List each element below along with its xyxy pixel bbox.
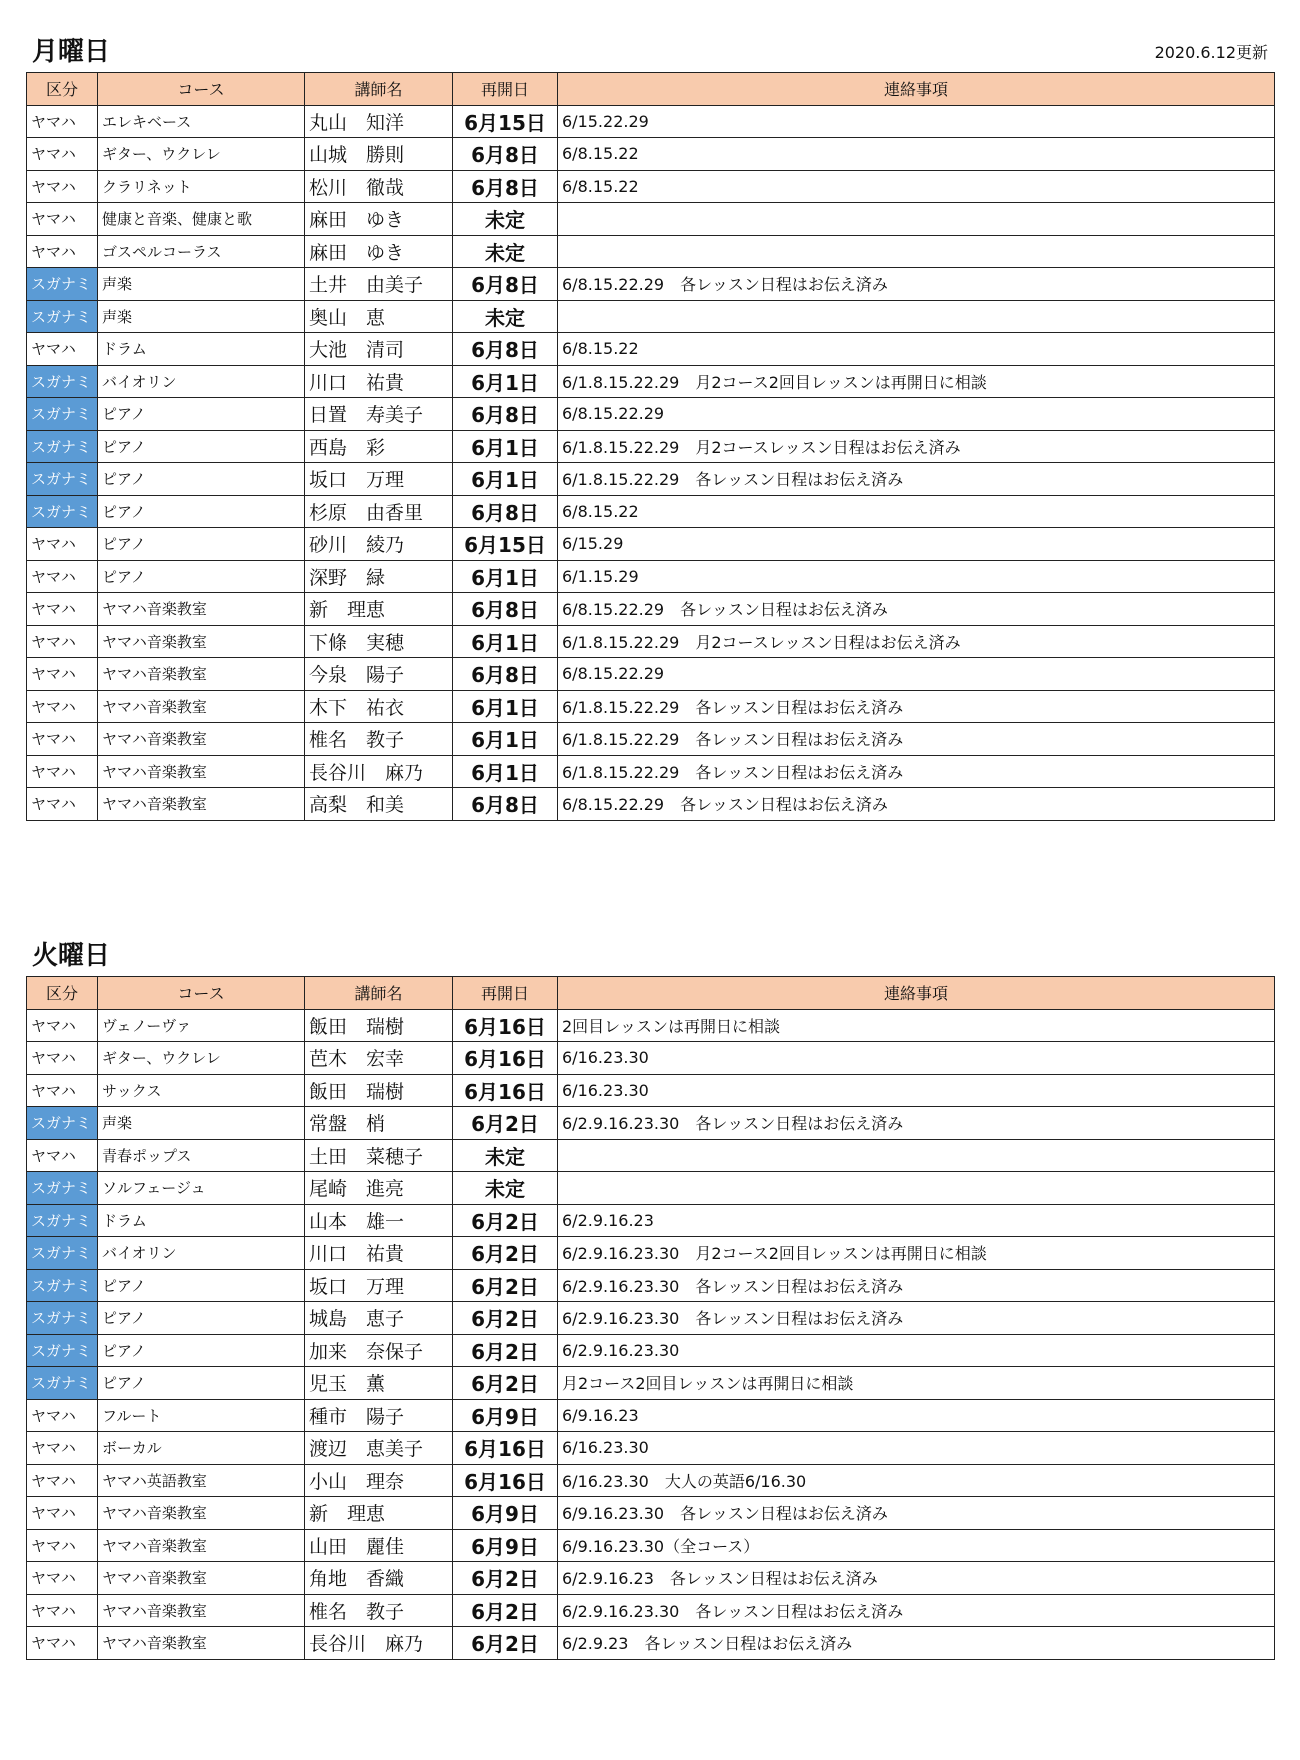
reopen-date-cell: 6月2日	[453, 1204, 558, 1237]
teacher-cell: 山城 勝則	[305, 138, 453, 171]
note-cell: 6/2.9.23 各レッスン日程はお伝え済み	[558, 1627, 1275, 1660]
course-cell: ピアノ	[98, 1302, 305, 1335]
note-cell: 6/1.8.15.22.29 月2コースレッスン日程はお伝え済み	[558, 430, 1275, 463]
course-cell: ヤマハ音楽教室	[98, 690, 305, 723]
course-cell: ギター、ウクレレ	[98, 1042, 305, 1075]
header-course: コース	[98, 977, 305, 1010]
kubun-cell: ヤマハ	[27, 1432, 98, 1465]
header-teacher: 講師名	[305, 73, 453, 106]
teacher-cell: 小山 理奈	[305, 1464, 453, 1497]
header-kubun: 区分	[27, 977, 98, 1010]
note-cell: 6/8.15.22	[558, 495, 1275, 528]
note-cell: 6/2.9.16.23.30 各レッスン日程はお伝え済み	[558, 1302, 1275, 1335]
table-row	[27, 1074, 1275, 1107]
note-cell: 6/2.9.16.23 各レッスン日程はお伝え済み	[558, 1562, 1275, 1595]
course-cell: ドラム	[98, 1204, 305, 1237]
note-cell: 6/16.23.30	[558, 1074, 1275, 1107]
teacher-cell: 川口 祐貴	[305, 365, 453, 398]
course-cell: 声楽	[98, 268, 305, 301]
note-cell: 6/8.15.22	[558, 138, 1275, 171]
table-row	[27, 463, 1275, 496]
table-row	[27, 1497, 1275, 1530]
reopen-date-cell: 6月15日	[453, 528, 558, 561]
note-cell: 6/1.8.15.22.29 月2コースレッスン日程はお伝え済み	[558, 625, 1275, 658]
teacher-cell: 砂川 綾乃	[305, 528, 453, 561]
note-cell: 6/8.15.22	[558, 333, 1275, 366]
header-notes: 連絡事項	[558, 977, 1275, 1010]
course-cell: ヤマハ音楽教室	[98, 788, 305, 821]
course-cell: ピアノ	[98, 1269, 305, 1302]
course-cell: ソルフェージュ	[98, 1172, 305, 1205]
table-row	[27, 495, 1275, 528]
table-row	[27, 1107, 1275, 1140]
table-row	[27, 1594, 1275, 1627]
kubun-cell: スガナミ	[27, 1302, 98, 1335]
reopen-date-cell: 6月8日	[453, 495, 558, 528]
header-teacher: 講師名	[305, 977, 453, 1010]
table-row	[27, 235, 1275, 268]
table-row	[27, 1367, 1275, 1400]
teacher-cell: 芭木 宏幸	[305, 1042, 453, 1075]
course-cell: サックス	[98, 1074, 305, 1107]
reopen-date-cell: 未定	[453, 203, 558, 236]
course-cell: ドラム	[98, 333, 305, 366]
note-cell: 6/1.8.15.22.29 月2コース2回目レッスンは再開日に相談	[558, 365, 1275, 398]
teacher-cell: 飯田 瑞樹	[305, 1009, 453, 1042]
reopen-date-cell: 6月16日	[453, 1074, 558, 1107]
reopen-date-cell: 6月1日	[453, 430, 558, 463]
reopen-date-cell: 6月9日	[453, 1497, 558, 1530]
kubun-cell: スガナミ	[27, 1107, 98, 1140]
header-kubun: 区分	[27, 73, 98, 106]
kubun-cell: ヤマハ	[27, 1627, 98, 1660]
course-cell: ピアノ	[98, 398, 305, 431]
teacher-cell: 常盤 梢	[305, 1107, 453, 1140]
course-cell: ヤマハ音楽教室	[98, 1497, 305, 1530]
kubun-cell: ヤマハ	[27, 1009, 98, 1042]
course-cell: ヤマハ音楽教室	[98, 1529, 305, 1562]
course-cell: ピアノ	[98, 430, 305, 463]
reopen-date-cell: 6月1日	[453, 755, 558, 788]
teacher-cell: 尾崎 進亮	[305, 1172, 453, 1205]
teacher-cell: 児玉 薫	[305, 1367, 453, 1400]
table-row	[27, 1042, 1275, 1075]
teacher-cell: 大池 清司	[305, 333, 453, 366]
reopen-date-cell: 6月2日	[453, 1367, 558, 1400]
header-reopen-date: 再開日	[453, 73, 558, 106]
course-cell: ヤマハ音楽教室	[98, 658, 305, 691]
kubun-cell: ヤマハ	[27, 625, 98, 658]
reopen-date-cell: 6月1日	[453, 723, 558, 756]
reopen-date-cell: 6月8日	[453, 170, 558, 203]
table-row	[27, 1204, 1275, 1237]
teacher-cell: 飯田 瑞樹	[305, 1074, 453, 1107]
note-cell: 6/1.8.15.22.29 各レッスン日程はお伝え済み	[558, 463, 1275, 496]
reopen-date-cell: 未定	[453, 1172, 558, 1205]
course-cell: 声楽	[98, 1107, 305, 1140]
course-cell: ヤマハ音楽教室	[98, 1562, 305, 1595]
course-cell: ヤマハ音楽教室	[98, 1594, 305, 1627]
reopen-date-cell: 6月16日	[453, 1464, 558, 1497]
course-cell: ヤマハ英語教室	[98, 1464, 305, 1497]
teacher-cell: 坂口 万理	[305, 1269, 453, 1302]
note-cell: 6/2.9.16.23.30 各レッスン日程はお伝え済み	[558, 1269, 1275, 1302]
reopen-date-cell: 6月8日	[453, 138, 558, 171]
note-cell: 6/8.15.22.29 各レッスン日程はお伝え済み	[558, 593, 1275, 626]
teacher-cell: 麻田 ゆき	[305, 203, 453, 236]
table-row	[27, 1562, 1275, 1595]
kubun-cell: ヤマハ	[27, 1399, 98, 1432]
note-cell: 6/1.15.29	[558, 560, 1275, 593]
course-cell: ボーカル	[98, 1432, 305, 1465]
table-row	[27, 1627, 1275, 1660]
reopen-date-cell: 6月2日	[453, 1562, 558, 1595]
table-row	[27, 560, 1275, 593]
reopen-date-cell: 6月1日	[453, 690, 558, 723]
tuesday-title: 火曜日	[32, 941, 111, 971]
course-cell: ピアノ	[98, 1367, 305, 1400]
header-row	[27, 977, 1275, 1010]
header-reopen-date: 再開日	[453, 977, 558, 1010]
teacher-cell: 坂口 万理	[305, 463, 453, 496]
teacher-cell: 奥山 恵	[305, 300, 453, 333]
course-cell: 声楽	[98, 300, 305, 333]
teacher-cell: 深野 緑	[305, 560, 453, 593]
teacher-cell: 土田 菜穂子	[305, 1139, 453, 1172]
kubun-cell: スガナミ	[27, 365, 98, 398]
teacher-cell: 新 理恵	[305, 1497, 453, 1530]
reopen-date-cell: 6月2日	[453, 1594, 558, 1627]
table-row	[27, 625, 1275, 658]
note-cell: 月2コース2回目レッスンは再開日に相談	[558, 1367, 1275, 1400]
teacher-cell: 丸山 知洋	[305, 105, 453, 138]
teacher-cell: 麻田 ゆき	[305, 235, 453, 268]
note-cell: 6/8.15.22.29 各レッスン日程はお伝え済み	[558, 268, 1275, 301]
note-cell: 6/8.15.22.29	[558, 658, 1275, 691]
teacher-cell: 渡辺 恵美子	[305, 1432, 453, 1465]
kubun-cell: ヤマハ	[27, 105, 98, 138]
kubun-cell: ヤマハ	[27, 235, 98, 268]
note-cell	[558, 235, 1275, 268]
course-cell: ヴェノーヴァ	[98, 1009, 305, 1042]
monday-schedule-table	[26, 72, 1275, 821]
teacher-cell: 杉原 由香里	[305, 495, 453, 528]
reopen-date-cell: 6月1日	[453, 560, 558, 593]
table-row	[27, 658, 1275, 691]
course-cell: フルート	[98, 1399, 305, 1432]
kubun-cell: ヤマハ	[27, 203, 98, 236]
kubun-cell: ヤマハ	[27, 755, 98, 788]
course-cell: ヤマハ音楽教室	[98, 1627, 305, 1660]
reopen-date-cell: 6月8日	[453, 658, 558, 691]
kubun-cell: ヤマハ	[27, 1529, 98, 1562]
kubun-cell: ヤマハ	[27, 690, 98, 723]
teacher-cell: 西島 彩	[305, 430, 453, 463]
table-row	[27, 723, 1275, 756]
table-row	[27, 1139, 1275, 1172]
kubun-cell: ヤマハ	[27, 593, 98, 626]
teacher-cell: 加来 奈保子	[305, 1334, 453, 1367]
table-row	[27, 138, 1275, 171]
note-cell: 6/15.22.29	[558, 105, 1275, 138]
kubun-cell: ヤマハ	[27, 528, 98, 561]
table-row	[27, 300, 1275, 333]
teacher-cell: 椎名 教子	[305, 723, 453, 756]
header-notes: 連絡事項	[558, 73, 1275, 106]
table-row	[27, 690, 1275, 723]
kubun-cell: ヤマハ	[27, 1497, 98, 1530]
table-row	[27, 1269, 1275, 1302]
teacher-cell: 川口 祐貴	[305, 1237, 453, 1270]
kubun-cell: ヤマハ	[27, 1562, 98, 1595]
note-cell	[558, 203, 1275, 236]
note-cell: 6/9.16.23	[558, 1399, 1275, 1432]
reopen-date-cell: 6月2日	[453, 1627, 558, 1660]
reopen-date-cell: 6月16日	[453, 1042, 558, 1075]
course-cell: ピアノ	[98, 560, 305, 593]
table-row	[27, 788, 1275, 821]
course-cell: バイオリン	[98, 365, 305, 398]
course-cell: ギター、ウクレレ	[98, 138, 305, 171]
course-cell: クラリネット	[98, 170, 305, 203]
kubun-cell: スガナミ	[27, 495, 98, 528]
reopen-date-cell: 6月8日	[453, 788, 558, 821]
table-row	[27, 1302, 1275, 1335]
course-cell: 青春ポップス	[98, 1139, 305, 1172]
table-row	[27, 1334, 1275, 1367]
course-cell: エレキベース	[98, 105, 305, 138]
course-cell: ピアノ	[98, 528, 305, 561]
note-cell: 6/16.23.30	[558, 1042, 1275, 1075]
note-cell: 6/8.15.22	[558, 170, 1275, 203]
course-cell: ゴスペルコーラス	[98, 235, 305, 268]
table-row	[27, 1009, 1275, 1042]
teacher-cell: 長谷川 麻乃	[305, 755, 453, 788]
note-cell: 6/1.8.15.22.29 各レッスン日程はお伝え済み	[558, 690, 1275, 723]
reopen-date-cell: 未定	[453, 235, 558, 268]
teacher-cell: 城島 恵子	[305, 1302, 453, 1335]
kubun-cell: スガナミ	[27, 430, 98, 463]
note-cell	[558, 1172, 1275, 1205]
course-cell: ヤマハ音楽教室	[98, 723, 305, 756]
tuesday-schedule-table	[26, 976, 1275, 1660]
teacher-cell: 種市 陽子	[305, 1399, 453, 1432]
table-row	[27, 1237, 1275, 1270]
monday-title: 月曜日	[32, 37, 111, 67]
kubun-cell: ヤマハ	[27, 333, 98, 366]
reopen-date-cell: 6月9日	[453, 1399, 558, 1432]
teacher-cell: 木下 祐衣	[305, 690, 453, 723]
reopen-date-cell: 6月1日	[453, 463, 558, 496]
kubun-cell: ヤマハ	[27, 560, 98, 593]
kubun-cell: スガナミ	[27, 1334, 98, 1367]
kubun-cell: ヤマハ	[27, 1042, 98, 1075]
table-row	[27, 333, 1275, 366]
reopen-date-cell: 6月1日	[453, 625, 558, 658]
note-cell: 2回目レッスンは再開日に相談	[558, 1009, 1275, 1042]
note-cell	[558, 300, 1275, 333]
course-cell: ピアノ	[98, 463, 305, 496]
reopen-date-cell: 6月2日	[453, 1302, 558, 1335]
table-row	[27, 1172, 1275, 1205]
kubun-cell: ヤマハ	[27, 1464, 98, 1497]
kubun-cell: ヤマハ	[27, 658, 98, 691]
table-row	[27, 1432, 1275, 1465]
kubun-cell: ヤマハ	[27, 723, 98, 756]
header-row	[27, 73, 1275, 106]
kubun-cell: スガナミ	[27, 268, 98, 301]
kubun-cell: ヤマハ	[27, 1139, 98, 1172]
kubun-cell: ヤマハ	[27, 170, 98, 203]
kubun-cell: ヤマハ	[27, 788, 98, 821]
course-cell: バイオリン	[98, 1237, 305, 1270]
reopen-date-cell: 6月2日	[453, 1334, 558, 1367]
header-course: コース	[98, 73, 305, 106]
teacher-cell: 山本 雄一	[305, 1204, 453, 1237]
kubun-cell: スガナミ	[27, 1367, 98, 1400]
table-row	[27, 365, 1275, 398]
table-row	[27, 593, 1275, 626]
note-cell: 6/2.9.16.23.30	[558, 1334, 1275, 1367]
kubun-cell: スガナミ	[27, 1237, 98, 1270]
kubun-cell: スガナミ	[27, 398, 98, 431]
note-cell: 6/8.15.22.29	[558, 398, 1275, 431]
kubun-cell: ヤマハ	[27, 138, 98, 171]
teacher-cell: 角地 香織	[305, 1562, 453, 1595]
teacher-cell: 今泉 陽子	[305, 658, 453, 691]
table-row	[27, 203, 1275, 236]
reopen-date-cell: 6月8日	[453, 398, 558, 431]
reopen-date-cell: 6月15日	[453, 105, 558, 138]
reopen-date-cell: 6月16日	[453, 1432, 558, 1465]
course-cell: ヤマハ音楽教室	[98, 625, 305, 658]
note-cell: 6/2.9.16.23.30 各レッスン日程はお伝え済み	[558, 1594, 1275, 1627]
kubun-cell: ヤマハ	[27, 1074, 98, 1107]
teacher-cell: 新 理恵	[305, 593, 453, 626]
teacher-cell: 高梨 和美	[305, 788, 453, 821]
table-row	[27, 398, 1275, 431]
reopen-date-cell: 6月2日	[453, 1107, 558, 1140]
course-cell: ピアノ	[98, 1334, 305, 1367]
table-row	[27, 1529, 1275, 1562]
reopen-date-cell: 未定	[453, 1139, 558, 1172]
note-cell: 6/1.8.15.22.29 各レッスン日程はお伝え済み	[558, 723, 1275, 756]
teacher-cell: 松川 徹哉	[305, 170, 453, 203]
note-cell: 6/2.9.16.23	[558, 1204, 1275, 1237]
note-cell: 6/2.9.16.23.30 月2コース2回目レッスンは再開日に相談	[558, 1237, 1275, 1270]
teacher-cell: 日置 寿美子	[305, 398, 453, 431]
table-row	[27, 268, 1275, 301]
teacher-cell: 山田 麗佳	[305, 1529, 453, 1562]
note-cell: 6/16.23.30 大人の英語6/16.30	[558, 1464, 1275, 1497]
kubun-cell: ヤマハ	[27, 1594, 98, 1627]
reopen-date-cell: 6月8日	[453, 268, 558, 301]
kubun-cell: スガナミ	[27, 1269, 98, 1302]
reopen-date-cell: 未定	[453, 300, 558, 333]
kubun-cell: スガナミ	[27, 1172, 98, 1205]
teacher-cell: 椎名 教子	[305, 1594, 453, 1627]
table-row	[27, 170, 1275, 203]
table-row	[27, 1399, 1275, 1432]
table-row	[27, 1464, 1275, 1497]
reopen-date-cell: 6月8日	[453, 333, 558, 366]
kubun-cell: スガナミ	[27, 463, 98, 496]
note-cell: 6/1.8.15.22.29 各レッスン日程はお伝え済み	[558, 755, 1275, 788]
course-cell: ヤマハ音楽教室	[98, 755, 305, 788]
reopen-date-cell: 6月2日	[453, 1269, 558, 1302]
course-cell: ピアノ	[98, 495, 305, 528]
teacher-cell: 土井 由美子	[305, 268, 453, 301]
kubun-cell: スガナミ	[27, 1204, 98, 1237]
table-row	[27, 430, 1275, 463]
course-cell: 健康と音楽、健康と歌	[98, 203, 305, 236]
teacher-cell: 下條 実穂	[305, 625, 453, 658]
teacher-cell: 長谷川 麻乃	[305, 1627, 453, 1660]
updated-date: 2020.6.12更新	[1154, 43, 1268, 62]
note-cell: 6/9.16.23.30（全コース）	[558, 1529, 1275, 1562]
reopen-date-cell: 6月16日	[453, 1009, 558, 1042]
reopen-date-cell: 6月2日	[453, 1237, 558, 1270]
note-cell: 6/9.16.23.30 各レッスン日程はお伝え済み	[558, 1497, 1275, 1530]
note-cell	[558, 1139, 1275, 1172]
table-row	[27, 528, 1275, 561]
table-row	[27, 755, 1275, 788]
reopen-date-cell: 6月8日	[453, 593, 558, 626]
reopen-date-cell: 6月9日	[453, 1529, 558, 1562]
note-cell: 6/15.29	[558, 528, 1275, 561]
note-cell: 6/16.23.30	[558, 1432, 1275, 1465]
kubun-cell: スガナミ	[27, 300, 98, 333]
note-cell: 6/2.9.16.23.30 各レッスン日程はお伝え済み	[558, 1107, 1275, 1140]
note-cell: 6/8.15.22.29 各レッスン日程はお伝え済み	[558, 788, 1275, 821]
course-cell: ヤマハ音楽教室	[98, 593, 305, 626]
reopen-date-cell: 6月1日	[453, 365, 558, 398]
table-row	[27, 105, 1275, 138]
